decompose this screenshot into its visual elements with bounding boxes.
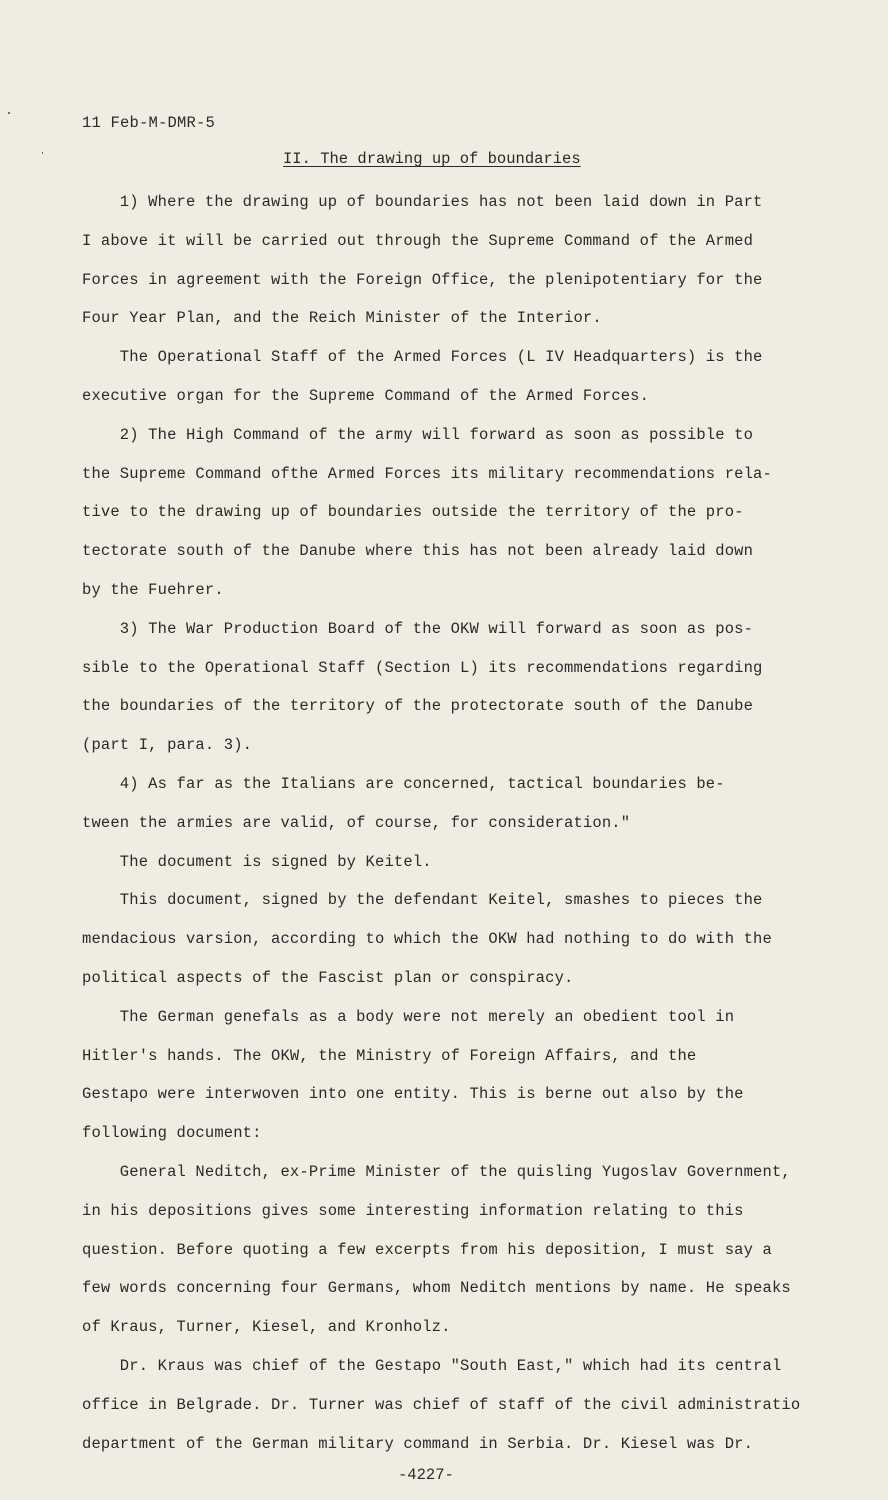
section-title: II. The drawing up of boundaries	[283, 150, 581, 168]
text-line: department of the German military command in Serbia. Dr. Kiesel was Dr.	[82, 1434, 754, 1453]
text-line: office in Belgrade. Dr. Turner was chief of staff of the civil administratio	[82, 1395, 801, 1414]
text-line: 2) The High Command of the army will forward as soon as possible to	[82, 425, 754, 444]
text-line: few words concerning four Germans, whom Neditch mentions by name. He speaks	[82, 1279, 791, 1298]
text-line: of Kraus, Turner, Kiesel, and Kronholz.	[82, 1318, 451, 1337]
text-line: General Neditch, ex-Prime Minister of the quisling Yugoslav Government,	[82, 1162, 791, 1181]
text-line: by the Fuehrer.	[82, 580, 224, 599]
text-line: I above it will be carried out through the Supreme Command of the Armed	[82, 231, 754, 250]
text-line: following document:	[82, 1124, 262, 1143]
text-line: 3) The War Production Board of the OKW will forward as soon as pos-	[82, 619, 754, 638]
paper-speck	[42, 152, 43, 154]
text-line: Hitler's hands. The OKW, the Ministry of Foreign Affairs, and the	[82, 1046, 697, 1065]
text-line: The German genefals as a body were not merely an obedient tool in	[82, 1007, 735, 1026]
text-line: tectorate south of the Danube where this has not been already laid down	[82, 542, 754, 561]
text-line: Gestapo were interwoven into one entity. This is berne out also by the	[82, 1085, 744, 1104]
text-line: Forces in agreement with the Foreign Office, the plenipotentiary for the	[82, 270, 763, 289]
page-number: -4227-	[398, 1466, 454, 1484]
text-line: 1) Where the drawing up of boundaries has not been laid down in Part	[82, 193, 763, 211]
text-line: The Operational Staff of the Armed Forces (L IV Headquarters) is the	[82, 348, 763, 367]
text-line: Dr. Kraus was chief of the Gestapo "South East," which had its central	[82, 1356, 782, 1375]
document-body	[82, 183, 802, 1463]
text-line: mendacious varsion, according to which the OKW had nothing to do with the	[82, 930, 772, 949]
text-line: The document is signed by Keitel.	[82, 852, 432, 871]
text-line: 4) As far as the Italians are concerned, tactical boundaries be-	[82, 774, 725, 793]
text-line: (part I, para. 3).	[82, 736, 253, 755]
paper-speck	[8, 112, 10, 114]
document-reference: 11 Feb-M-DMR-5	[82, 114, 216, 132]
text-line: in his depositions gives some interesting information relating to this	[82, 1201, 744, 1220]
text-line: the boundaries of the territory of the protectorate south of the Danube	[82, 697, 754, 716]
text-line: tive to the drawing up of boundaries outside the territory of the pro-	[82, 503, 744, 522]
text-line: political aspects of the Fascist plan or conspiracy.	[82, 968, 574, 987]
text-line: tween the armies are valid, of course, for consideration."	[82, 813, 631, 832]
text-line: Four Year Plan, and the Reich Minister of the Interior.	[82, 309, 602, 328]
text-line: the Supreme Command ofthe Armed Forces its military recommendations rela-	[82, 464, 772, 483]
text-line: question. Before quoting a few excerpts from his deposition, I must say a	[82, 1240, 772, 1259]
text-line: executive organ for the Supreme Command of the Armed Forces.	[82, 386, 650, 405]
text-line: This document, signed by the defendant Keitel, smashes to pieces the	[82, 891, 763, 910]
text-line: sible to the Operational Staff (Section L) its recommendations regarding	[82, 658, 763, 677]
